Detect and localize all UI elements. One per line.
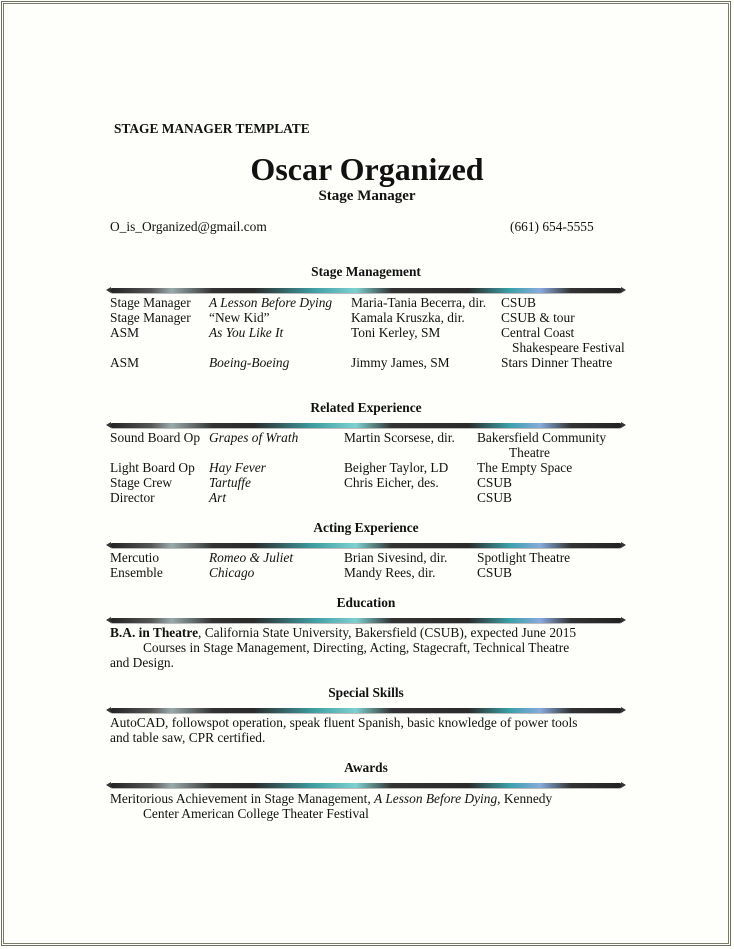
row-role: Sound Board Op [110,430,201,445]
row-venue: CSUB [477,490,512,505]
row-venue: CSUB [501,295,536,310]
award-show: A Lesson Before Dying [374,791,498,806]
row-show: As You Like It [209,325,284,340]
award-org: , Kennedy [497,791,553,806]
row-venue: CSUB [477,565,512,580]
education-line-1 [110,625,576,640]
section-heading-related-experience: Related Experience [310,400,422,415]
row-person: Jimmy James, SM [351,355,450,370]
skills-line-2: and table saw, CPR certified. [110,730,266,745]
row-role: ASM [110,355,140,370]
row-person: Chris Eicher, des. [344,475,439,490]
row-person: Mandy Rees, dir. [344,565,436,580]
email: O_is_Organized@gmail.com [110,219,267,234]
row-person: Martin Scorsese, dir. [344,430,455,445]
awards-line-1 [110,791,552,806]
row-show: A Lesson Before Dying [209,295,333,310]
row-show: Hay Fever [209,460,266,475]
row-venue: Bakersfield Community [477,430,607,445]
row-venue: CSUB [477,475,512,490]
row-show: Romeo & Juliet [209,550,294,565]
section-divider [110,288,622,293]
row-person: Beigher Taylor, LD [344,460,449,475]
education-line-2: Courses in Stage Management, Directing, Acting, Stagecraft, Technical Theatre [143,640,570,655]
template-label: STAGE MANAGER TEMPLATE [114,121,310,136]
section-divider [110,783,622,788]
row-show: Grapes of Wrath [209,430,299,445]
section-divider [110,543,622,548]
section-heading-stage-management: Stage Management [311,264,421,279]
section-heading-special-skills: Special Skills [328,685,404,700]
row-show: Boeing-Boeing [209,355,290,370]
section-heading-acting-experience: Acting Experience [313,520,419,535]
row-role: Stage Crew [110,475,173,490]
education-line-3: and Design. [110,655,174,670]
section-heading-education: Education [336,595,396,610]
row-role: Stage Manager [110,295,191,310]
row-role: Stage Manager [110,310,191,325]
phone: (661) 654-5555 [510,219,594,234]
row-role: Director [110,490,155,505]
applicant-name: Oscar Organized [250,151,484,187]
row-venue: The Empty Space [477,460,573,475]
row-role: Light Board Op [110,460,195,475]
degree: B.A. in Theatre [110,625,199,640]
row-show: Chicago [209,565,255,580]
applicant-role: Stage Manager [318,188,416,204]
section-divider [110,423,622,428]
row-person: Toni Kerley, SM [351,325,441,340]
row-person: Maria-Tania Becerra, dir. [351,295,487,310]
section-divider [110,618,622,623]
row-show: “New Kid” [209,310,270,325]
degree-details: , California State University, Bakersfield (CSUB), expected June 2015 [198,625,577,640]
row-show: Tartuffe [209,475,251,490]
section-divider [110,708,622,713]
skills-line-1: AutoCAD, followspot operation, speak fluent Spanish, basic knowledge of power tools [110,715,578,730]
row-venue: Spotlight Theatre [477,550,571,565]
row-role: Ensemble [110,565,163,580]
section-heading-awards: Awards [344,760,388,775]
row-venue-cont: Theatre [509,445,550,460]
row-venue: Stars Dinner Theatre [501,355,613,370]
row-venue-cont: Shakespeare Festival [512,340,625,355]
row-role: Mercutio [110,550,160,565]
row-person: Brian Sivesind, dir. [344,550,448,565]
row-show: Art [209,490,227,505]
row-role: ASM [110,325,140,340]
row-person: Kamala Kruszka, dir. [351,310,465,325]
awards-line-2: Center American College Theater Festival [143,806,369,821]
row-venue: Central Coast [501,325,575,340]
award-text: Meritorious Achievement in Stage Management, [110,791,375,806]
row-venue: CSUB & tour [501,310,575,325]
